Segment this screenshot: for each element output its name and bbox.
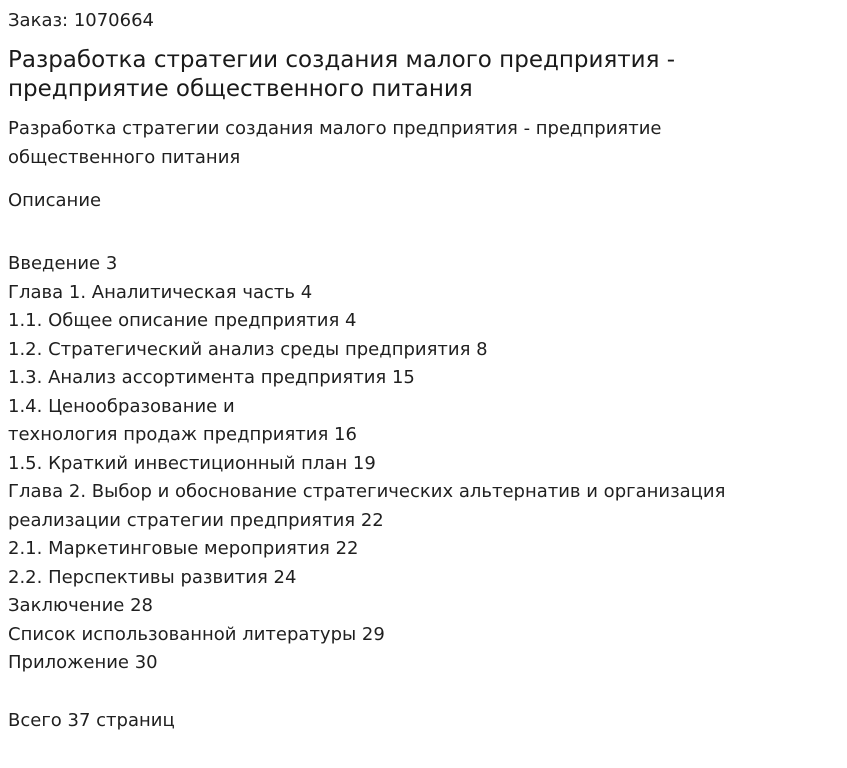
description-heading: Описание (8, 190, 102, 211)
page-subtitle: Разработка стратегии создания малого предприятия - предприятие общественного питания (8, 118, 662, 168)
table-of-contents (8, 250, 839, 678)
toc-item: 1.1. Общее описание предприятия 4 (8, 310, 357, 331)
toc-item: Список использованной литературы 29 (8, 623, 385, 645)
toc-item: реализации стратегии предприятия 22 (8, 509, 384, 531)
page-title: Разработка стратегии создания малого предприятия - предприятие общественного питания (8, 47, 676, 102)
toc-item: 1.5. Краткий инвестиционный план 19 (8, 452, 376, 474)
toc-item: 1.3. Анализ ассортимента предприятия 15 (8, 367, 415, 388)
total-pages: Всего 37 страниц (8, 709, 175, 731)
toc-item: Глава 1. Аналитическая часть 4 (8, 281, 313, 303)
document-page (8, 8, 839, 735)
order-number: Заказ: 1070664 (8, 10, 154, 31)
toc-item: Глава 2. Выбор и обоснование стратегических альтернатив и организация (8, 481, 726, 502)
toc-item: Введение 3 (8, 253, 118, 274)
toc-item: 1.4. Ценообразование и (8, 395, 235, 417)
toc-item: 2.2. Перспективы развития 24 (8, 566, 297, 588)
toc-item: Заключение 28 (8, 595, 153, 616)
toc-item: Приложение 30 (8, 652, 158, 673)
toc-item: 2.1. Маркетинговые мероприятия 22 (8, 538, 359, 559)
toc-item: 1.2. Стратегический анализ среды предприятия 8 (8, 338, 488, 360)
toc-item: технология продаж предприятия 16 (8, 424, 357, 445)
